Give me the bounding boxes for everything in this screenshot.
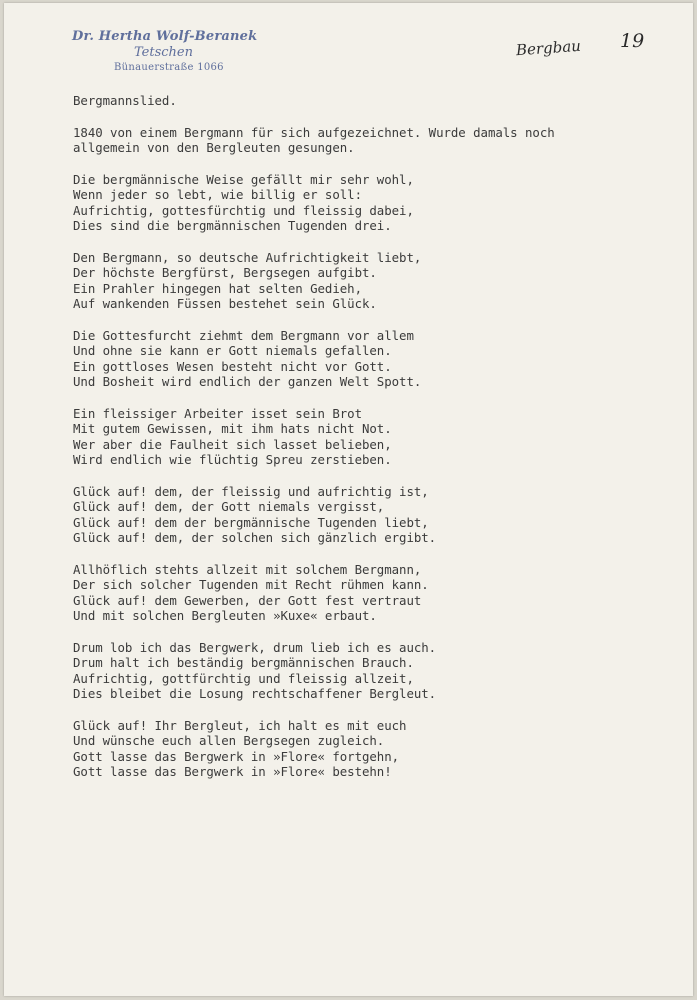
verse-line: Wer aber die Faulheit sich lasset belieben, [73,436,392,452]
stamp-name: Dr. Hertha Wolf-Beranek [72,29,258,44]
address-stamp [72,29,272,73]
verse-line: Der höchste Bergfürst, Bergsegen aufgibt. [73,265,377,280]
verse-line: Ein Prahler hingegen hat selten Gedieh, [73,280,362,296]
stanza-5 [73,484,673,546]
verse-line: Ein gottloses Wesen besteht nicht vor Gott. [73,358,392,374]
verse-line: Und wünsche euch allen Bergsegen zugleich. [73,733,385,748]
verse-line: Auf wankenden Füssen bestehet sein Glück. [73,296,377,311]
verse-line: Und ohne sie kann er Gott niemals gefallen. [73,343,392,358]
intro-line: allgemein von den Bergleuten gesungen. [73,140,355,155]
stanza-7 [73,640,673,702]
verse-line: Gott lasse das Bergwerk in »Flore« bestehn! [73,764,392,779]
verse-line: Glück auf! dem, der Gott niemals vergisst, [73,499,385,514]
verse-line: Aufrichtig, gottesfürchtig und fleissig dabei, [73,202,414,218]
verse-line: Und Bosheit wird endlich der ganzen Welt Spott. [73,374,422,389]
verse-line: Die Gottesfurcht ziehmt dem Bergmann vor allem [73,327,414,343]
intro-line: 1840 von einem Bergmann für sich aufgezeichnet. Wurde damals noch [73,124,555,140]
verse-line: Die bergmännische Weise gefällt mir sehr wohl, [73,171,414,187]
verse-line: Glück auf! dem, der solchen sich gänzlich ergibt. [73,530,437,545]
document-body [73,93,673,796]
verse-line: Wird endlich wie flüchtig Spreu zerstieben. [73,452,392,467]
verse-line: Allhöflich stehts allzeit mit solchem Bergmann, [73,561,422,577]
verse-line: Gott lasse das Bergwerk in »Flore« fortgehn, [73,748,400,764]
verse-line: Drum lob ich das Bergwerk, drum lieb ich es auch. [73,639,437,655]
verse-line: Wenn jeder so lebt, wie billig er soll: [73,187,362,202]
verse-line: Aufrichtig, gottfürchtig und fleissig allzeit, [73,670,414,686]
verse-line: Mit gutem Gewissen, mit ihm hats nicht Not. [73,421,392,436]
verse-line: Dies sind die bergmännischen Tugenden drei. [73,218,392,233]
handwritten-annotation: Bergbau [515,36,582,60]
verse-line: Und mit solchen Bergleuten »Kuxe« erbaut. [73,608,377,623]
stanza-3 [73,328,673,390]
verse-line: Glück auf! dem der bergmännische Tugenden liebt, [73,514,429,530]
stanza-6 [73,562,673,624]
verse-line: Glück auf! dem Gewerben, der Gott fest vertraut [73,592,422,608]
verse-line: Der sich solcher Tugenden mit Recht rühmen kann. [73,577,429,592]
stanza-2 [73,250,673,312]
verse-line: Glück auf! Ihr Bergleut, ich halt es mit euch [73,717,407,733]
page-number: 19 [620,30,645,52]
verse-line: Drum halt ich beständig bergmännischen Brauch. [73,655,414,670]
intro-paragraph [73,125,673,156]
verse-line: Glück auf! dem, der fleissig und aufrichtig ist, [73,483,429,499]
song-title: Bergmannslied. [73,93,177,108]
verse-line: Ein fleissiger Arbeiter isset sein Brot [73,405,362,421]
stanza-1 [73,172,673,234]
verse-line: Den Bergmann, so deutsche Aufrichtigkeit liebt, [73,249,422,265]
stanza-8 [73,718,673,780]
stamp-street: Bünauerstraße 1066 [114,62,224,73]
stamp-city: Tetschen [134,45,193,60]
stanza-4 [73,406,673,468]
verse-line: Dies bleibet die Losung rechtschaffener Bergleut. [73,686,437,701]
